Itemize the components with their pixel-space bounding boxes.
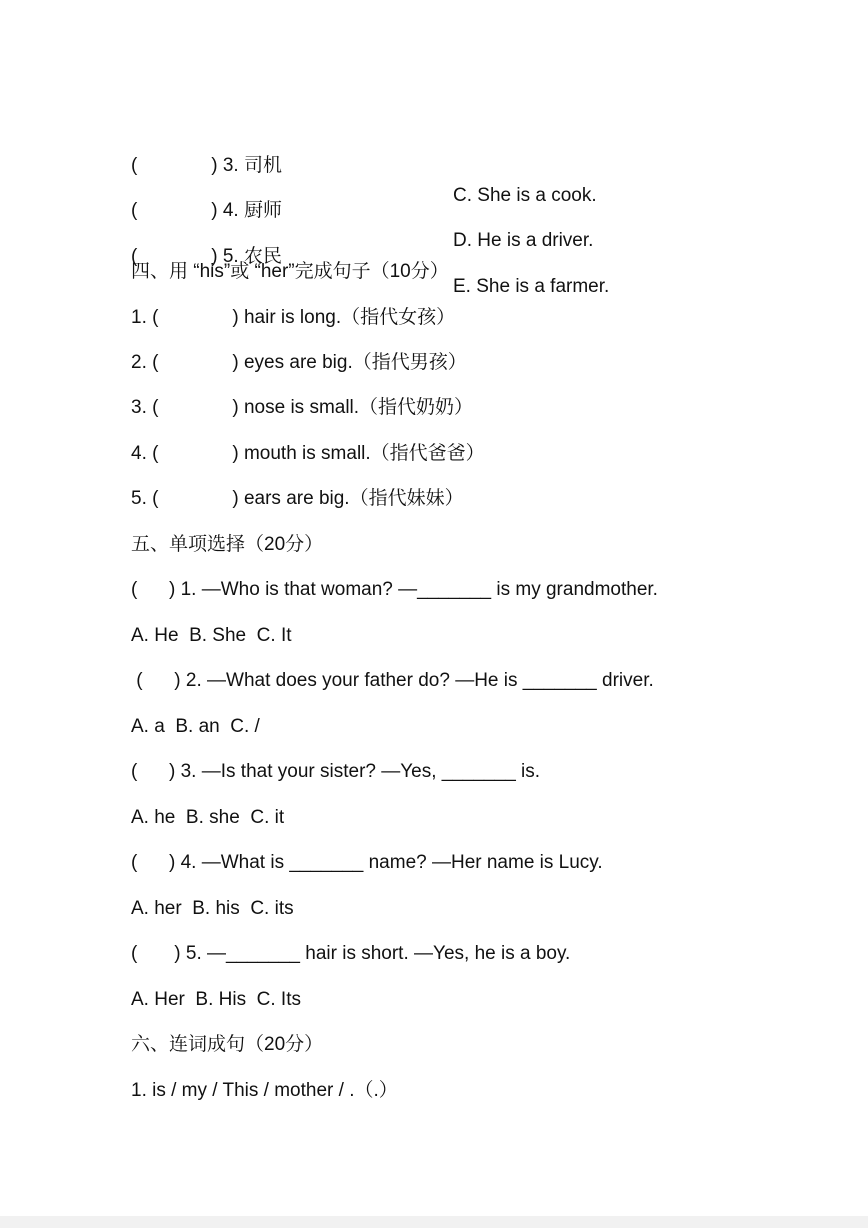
matching-row-right: C. She is a cook. (453, 185, 597, 206)
matching-row-right: E. She is a farmer. (453, 276, 610, 297)
section4-item: 1. ( ) hair is long.（指代女孩） (131, 307, 456, 328)
page-bottom-margin (0, 1216, 868, 1228)
section4-item: 2. ( ) eyes are big.（指代男孩） (131, 352, 467, 373)
section5-question: ( ) 1. —Who is that woman? —_______ is my grandmother. (131, 579, 658, 600)
section6-title: 六、连词成句（20分） (131, 1034, 324, 1055)
matching-row (131, 121, 597, 206)
section6-item: 1. is / my / This / mother / .（.） (131, 1080, 398, 1101)
matching-row-left: ( ) 5. 农民 (131, 246, 282, 267)
section4-item: 4. ( ) mouth is small.（指代爸爸） (131, 443, 485, 464)
section5-options: A. He B. She C. It (131, 625, 292, 646)
section4-item: 5. ( ) ears are big.（指代妹妹） (131, 488, 464, 509)
section5-options: A. Her B. His C. Its (131, 989, 301, 1010)
section5-title: 五、单项选择（20分） (131, 534, 324, 555)
matching-row-left: ( ) 4. 厨师 (131, 200, 282, 221)
section5-question: ( ) 4. —What is _______ name? —Her name is Lucy. (131, 852, 603, 873)
section5-question: ( ) 2. —What does your father do? —He is _______ driver. (131, 670, 654, 691)
section4-title: 四、用 “his”或 “her”完成句子（10分） (131, 261, 449, 282)
section5-options: A. he B. she C. it (131, 807, 285, 828)
section4-item: 3. ( ) nose is small.（指代奶奶） (131, 397, 474, 418)
matching-row-right: D. He is a driver. (453, 230, 594, 251)
section5-question: ( ) 5. —_______ hair is short. —Yes, he is a boy. (131, 943, 571, 964)
section5-question: ( ) 3. —Is that your sister? —Yes, _______ is. (131, 761, 541, 782)
matching-row-left: ( ) 3. 司机 (131, 155, 282, 176)
section5-options: A. a B. an C. / (131, 716, 260, 737)
section5-options: A. her B. his C. its (131, 898, 294, 919)
